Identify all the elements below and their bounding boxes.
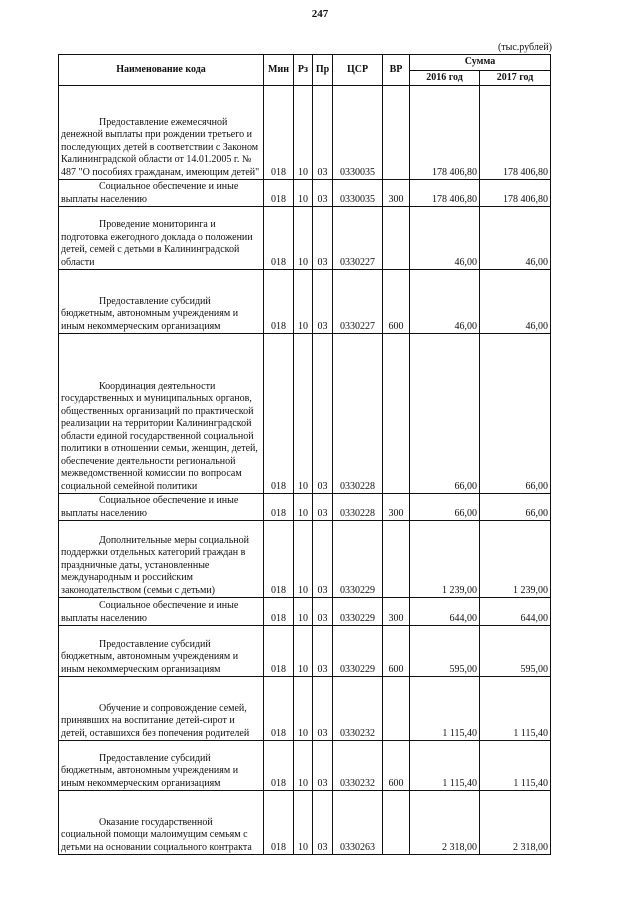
cell-min: 018 bbox=[264, 86, 294, 180]
cell-vr: 300 bbox=[383, 180, 410, 207]
col-header-sum: Сумма bbox=[410, 55, 551, 71]
cell-name: Предоставление субсидий бюджетным, автономным учреждениям и иным некоммерческим организациям bbox=[59, 270, 264, 334]
cell-2016: 1 115,40 bbox=[410, 677, 480, 741]
cell-pr: 03 bbox=[313, 626, 333, 677]
cell-2017: 178 406,80 bbox=[480, 86, 551, 180]
table-row bbox=[59, 207, 551, 270]
table-row bbox=[59, 86, 551, 180]
cell-rz: 10 bbox=[294, 334, 313, 494]
cell-vr: 600 bbox=[383, 270, 410, 334]
cell-2016: 595,00 bbox=[410, 626, 480, 677]
cell-2017: 178 406,80 bbox=[480, 180, 551, 207]
cell-vr: 600 bbox=[383, 626, 410, 677]
cell-vr bbox=[383, 791, 410, 855]
cell-vr bbox=[383, 677, 410, 741]
table-row bbox=[59, 270, 551, 334]
cell-2016: 2 318,00 bbox=[410, 791, 480, 855]
table-row bbox=[59, 180, 551, 207]
cell-csr: 0330227 bbox=[333, 270, 383, 334]
cell-min: 018 bbox=[264, 626, 294, 677]
cell-rz: 10 bbox=[294, 626, 313, 677]
cell-name: Предоставление ежемесячной денежной выплаты при рождении третьего и последующих детей в соответствии с Законом Калининградской области от 14.01.2005 г. № 487 "О пособиях гражданам, имеющим детей" bbox=[59, 86, 264, 180]
cell-min: 018 bbox=[264, 334, 294, 494]
cell-vr: 600 bbox=[383, 741, 410, 791]
cell-name: Обучение и сопровождение семей, принявших на воспитание детей-сирот и детей, оставшихся без попечения родителей bbox=[59, 677, 264, 741]
col-header-pr: Пр bbox=[313, 55, 333, 86]
cell-csr: 0330035 bbox=[333, 180, 383, 207]
cell-rz: 10 bbox=[294, 494, 313, 521]
col-header-min: Мин bbox=[264, 55, 294, 86]
cell-rz: 10 bbox=[294, 86, 313, 180]
cell-2017: 66,00 bbox=[480, 334, 551, 494]
cell-pr: 03 bbox=[313, 598, 333, 626]
cell-pr: 03 bbox=[313, 741, 333, 791]
cell-csr: 0330232 bbox=[333, 677, 383, 741]
cell-2017: 644,00 bbox=[480, 598, 551, 626]
cell-rz: 10 bbox=[294, 598, 313, 626]
cell-2016: 66,00 bbox=[410, 494, 480, 521]
cell-pr: 03 bbox=[313, 521, 333, 598]
table-row bbox=[59, 626, 551, 677]
cell-name: Дополнительные меры социальной поддержки отдельных категорий граждан в праздничные даты, установленные международным и российским законодательством (семьи с детьми) bbox=[59, 521, 264, 598]
cell-min: 018 bbox=[264, 677, 294, 741]
cell-csr: 0330228 bbox=[333, 494, 383, 521]
cell-min: 018 bbox=[264, 270, 294, 334]
cell-min: 018 bbox=[264, 180, 294, 207]
cell-2016: 66,00 bbox=[410, 334, 480, 494]
cell-csr: 0330035 bbox=[333, 86, 383, 180]
cell-pr: 03 bbox=[313, 270, 333, 334]
cell-rz: 10 bbox=[294, 677, 313, 741]
cell-csr: 0330229 bbox=[333, 626, 383, 677]
cell-name: Предоставление субсидий бюджетным, автономным учреждениям и иным некоммерческим организациям bbox=[59, 741, 264, 791]
cell-2017: 1 115,40 bbox=[480, 741, 551, 791]
cell-csr: 0330229 bbox=[333, 521, 383, 598]
cell-pr: 03 bbox=[313, 677, 333, 741]
cell-min: 018 bbox=[264, 494, 294, 521]
table-row bbox=[59, 741, 551, 791]
table-row bbox=[59, 677, 551, 741]
cell-vr bbox=[383, 334, 410, 494]
cell-vr bbox=[383, 207, 410, 270]
table-body bbox=[59, 86, 551, 855]
budget-table bbox=[58, 54, 551, 855]
cell-csr: 0330229 bbox=[333, 598, 383, 626]
cell-2017: 66,00 bbox=[480, 494, 551, 521]
cell-rz: 10 bbox=[294, 270, 313, 334]
cell-name: Оказание государственной социальной помощи малоимущим семьям с детьми на основании социального контракта bbox=[59, 791, 264, 855]
cell-2017: 46,00 bbox=[480, 207, 551, 270]
cell-csr: 0330263 bbox=[333, 791, 383, 855]
cell-rz: 10 bbox=[294, 521, 313, 598]
cell-2017: 595,00 bbox=[480, 626, 551, 677]
cell-2017: 2 318,00 bbox=[480, 791, 551, 855]
table-row bbox=[59, 598, 551, 626]
cell-pr: 03 bbox=[313, 180, 333, 207]
table-row bbox=[59, 494, 551, 521]
col-header-vr: ВР bbox=[383, 55, 410, 86]
cell-csr: 0330227 bbox=[333, 207, 383, 270]
cell-pr: 03 bbox=[313, 207, 333, 270]
cell-pr: 03 bbox=[313, 334, 333, 494]
cell-2017: 1 239,00 bbox=[480, 521, 551, 598]
cell-name: Проведение мониторинга и подготовка ежегодного доклада о положении детей, семей с детьми в Калининградской области bbox=[59, 207, 264, 270]
cell-2016: 46,00 bbox=[410, 270, 480, 334]
cell-vr bbox=[383, 86, 410, 180]
table-header bbox=[59, 55, 551, 86]
cell-name: Предоставление субсидий бюджетным, автономным учреждениям и иным некоммерческим организациям bbox=[59, 626, 264, 677]
cell-csr: 0330228 bbox=[333, 334, 383, 494]
cell-2016: 178 406,80 bbox=[410, 180, 480, 207]
cell-rz: 10 bbox=[294, 791, 313, 855]
cell-pr: 03 bbox=[313, 494, 333, 521]
cell-2017: 1 115,40 bbox=[480, 677, 551, 741]
cell-name: Социальное обеспечение и иные выплаты населению bbox=[59, 598, 264, 626]
page-number: 247 bbox=[311, 8, 329, 20]
cell-name: Социальное обеспечение и иные выплаты населению bbox=[59, 180, 264, 207]
col-header-2016: 2016 год bbox=[410, 70, 480, 86]
cell-csr: 0330232 bbox=[333, 741, 383, 791]
cell-min: 018 bbox=[264, 791, 294, 855]
cell-2016: 178 406,80 bbox=[410, 86, 480, 180]
cell-min: 018 bbox=[264, 741, 294, 791]
cell-pr: 03 bbox=[313, 791, 333, 855]
cell-name: Социальное обеспечение и иные выплаты населению bbox=[59, 494, 264, 521]
col-header-2017: 2017 год bbox=[480, 70, 551, 86]
cell-min: 018 bbox=[264, 521, 294, 598]
cell-rz: 10 bbox=[294, 180, 313, 207]
col-header-csr: ЦСР bbox=[333, 55, 383, 86]
cell-2016: 1 115,40 bbox=[410, 741, 480, 791]
cell-2016: 644,00 bbox=[410, 598, 480, 626]
units-label: (тыс.рублей) bbox=[497, 42, 552, 53]
cell-2017: 46,00 bbox=[480, 270, 551, 334]
cell-pr: 03 bbox=[313, 86, 333, 180]
cell-vr: 300 bbox=[383, 494, 410, 521]
col-header-name: Наименование кода bbox=[59, 55, 264, 86]
cell-min: 018 bbox=[264, 207, 294, 270]
cell-min: 018 bbox=[264, 598, 294, 626]
cell-rz: 10 bbox=[294, 741, 313, 791]
cell-2016: 1 239,00 bbox=[410, 521, 480, 598]
table-row bbox=[59, 791, 551, 855]
cell-rz: 10 bbox=[294, 207, 313, 270]
cell-vr bbox=[383, 521, 410, 598]
cell-2016: 46,00 bbox=[410, 207, 480, 270]
table-row bbox=[59, 334, 551, 494]
cell-name: Координация деятельности государственных и муниципальных органов, общественных организаций по практической реализации на территории Калининградской области единой государственной социальной политики в отношении семьи, женщин, детей, обеспечение деятельности региональной межведомственной комиссии по вопросам социальной семейной политики bbox=[59, 334, 264, 494]
col-header-rz: Рз bbox=[294, 55, 313, 86]
table-row bbox=[59, 521, 551, 598]
cell-vr: 300 bbox=[383, 598, 410, 626]
